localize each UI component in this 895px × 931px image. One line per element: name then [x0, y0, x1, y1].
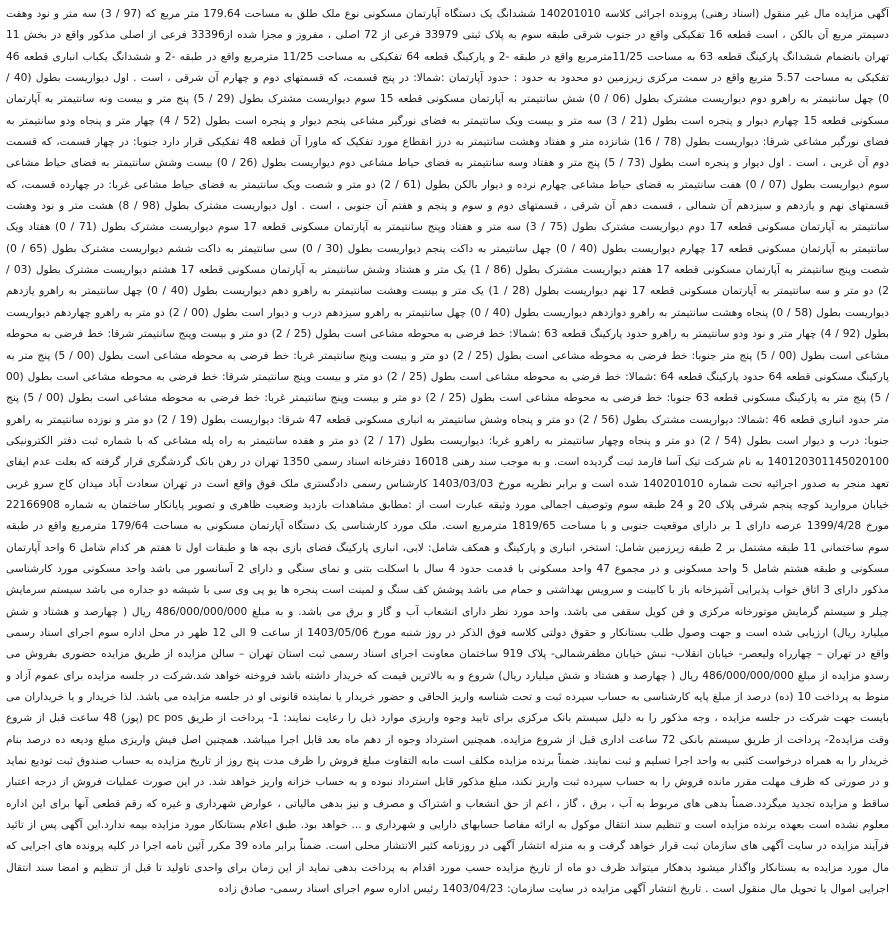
notice-body-text: آگهی مزایده مال غیر منقول (اسناد رهنی) پرونده اجرائی کلاسه 140201010 ششدانگ یک دستگاه آپارتمان مسکونی نوع ملک طلق به مساحت 179.64 متر مربع که (97 / 3) سه متر و نود وهفت دسیمتر مربع آن بالکن ، است قطعه 16 تفکیکی واقع در جنوب شرقی طبقه سوم به پلاک ثبتی 33979 فرعی از 72 اصلی ، مفروز و مجزا شده از33396 فرعی از اصلی مذکور واقع در بخش 11 تهران بانضمام ششدانگ پارکینگ قطعه 63 به مساحت 11/25مترمربع واقع در طبقه -2 و پارکینگ قطعه 64 تفکیکی به مساحت 11/25 مترمربع واقع در طبقه -2 و ششدانگ یکباب انباری قطعه 46 تفکیکی به مساحت 5.57 متربع واقع در سمت مرکزی زیرزمین دو محدود به حدود : حدود آپارتمان :شمالا: در پنج قسمت، که قسمتهای دوم و چهارم آن شرقی ، است . اول دیواریست بطول (40 / 0) چهل سانتیمتر به راهرو دوم دیواریست مشترک بطول (06 / 0) شش سانتیمتر به آپارتمان مسکونی قطعه 15 سوم دیواریست مشترک بطول (29 / 5) پنج متر و بیست ونه سانتیمتر به آپارتمان مسکونی قطعه 15 چهارم دیوار و پنجره است بطول (21 / 3) سه متر و بیست ویک سانتیمتر به فضای نورگیر مشاعی پنجم دیوار و پنجره است بطول (52 / 4) چهار متر و پنجاه ودو سانتیمتر به فضای نورگیر مشاعی شرقا: دیواریست بطول (78 / 16) شانزده متر و هفتاد وهشت سانتیمتر به درز انقطاع مورد تفکیک که ماورا آن قطعه 48 تفکیکی قرار دارد جنوبا: در چهار قسمت، که قسمت دوم آن غربی ، است . اول دیوار و پنجره است بطول (73 / 5) پنج متر و هفتاد وسه سانتیمتر به فضای حیاط مشاعی دوم دیواریست بطول (26 / 0) بیست وشش سانتیمتر به فضای حیاط مشاعی سوم دیواریست بطول (07 / 0) هفت سانتیمتر به فضای حیاط مشاعی چهارم نرده و دیوار بالکن بطول (61 / 2) دو متر و شصت ویک سانتیمتر به فضای حیاط مشاعی غربا: در چهارده قسمت، که قسمتهای نهم و یازدهم و سیزدهم آن شمالی ، قسمت دهم آن شرقی ، قسمتهای دوم و سوم و پنجم و هفتم آن جنوبی ، است . اول دیواریست مشترک بطول (98 / 8) هشت متر و نود وهشت سانتیمتر به آپارتمان مسکونی قطعه 17 دوم دیواریست مشترک بطول (75 / 3) سه متر و هفتاد وپنج سانتیمتر به آپارتمان مسکونی قطعه 17 سوم دیواریست مشترک بطول (71 / 0) هفتاد ویک سانتیمتر به آپارتمان مسکونی قطعه 17 چهارم دیواریست بطول (40 / 0) چهل سانتیمتر به داکت پنجم دیواریست بطول (30 / 0) سی سانتیمتر به داکت ششم دیواریست مشترک بطول (65 / 0) شصت وپنج سانتیمتر به آپارتمان مسکونی قطعه 17 هفتم دیواریست مشترک بطول (86 / 1) یک متر و هشتاد وشش سانتیمتر به آپارتمان مسکونی قطعه 17 هشتم دیواریست مشترک بطول (03 / 2) دو متر و سه سانتیمتر به آپارتمان مسکونی قطعه 17 نهم دیواریست بطول (28 / 1) یک متر و بیست وهشت سانتیمتر به راهرو دهم دیواریست بطول (40 / 0) چهل سانتیمتر به راهرو یازدهم دیواریست بطول (58 / 0) پنجاه وهشت سانتیمتر به راهرو دوازدهم دیواریست بطول (40 / 0) چهل سانتیمتر به راهرو سیزدهم درب و دیوار است بطول (00 / 2) دو متر به راهرو چهاردهم دیواریست بطول (92 / 4) چهار متر و نود ودو سانتیمتر به راهرو حدود پارکینگ قطعه 63 :شمالا: خط فرضی به محوطه مشاعی است بطول (25 / 2) دو متر و بیست وپنج سانتیمتر شرقا: خط فرضی به محوطه مشاعی است بطول (00 / 5) پنج متر جنوبا: خط فرضی به محوطه مشاعی است بطول (25 / 2) دو متر و بیست وپنج سانتیمتر غربا: خط فرضی به محوطه مشاعی است بطول (00 / 5) پنج متر به پارکینگ مسکونی قطعه 64 حدود پارکینگ قطعه 64 :شمالا: خط فرضی به محوطه مشاعی است بطول (25 / 2) دو متر و بیست وپنج سانتیمتر شرقا: خط فرضی به محوطه مشاعی است بطول (00 / 5) پنج متر به پارکینگ مسکونی قطعه 63 جنوبا: خط فرضی به محوطه مشاعی است بطول (25 / 2) دو متر و بیست وپنج سانتیمتر غربا: خط فرضی به محوطه مشاعی است بطول (00 / 5) پنج متر حدود انباری قطعه 46 :شمالا: دیواریست مشترک بطول (56 / 2) دو متر و پنجاه وشش سانتیمتر به انباری مسکونی قطعه 47 شرقا: دیواریست بطول (19 / 2) دو متر و نوزده سانتیمتر به راهرو جنوبا: درب و دیوار است بطول (54 / 2) دو متر و پنجاه وچهار سانتیمتر به راهرو غربا: دیواریست بطول (17 / 2) دو متر و هفده سانتیمتر به راه پله مشاعی که با شماره ثبت دفتر الکترونیکی 140120301145020100 به نام شرکت تیک آسا فارمد ثبت گردیده است. و به موجب سند رهنی 16018 دفترخانه اسناد رسمی 1350 تهران در رهن بانک گردشگری قرار گرفته که بعلت عدم ایفای تعهد منجر به صدور اجرائیه تحت شماره 140201010 شده است و برابر نظریه مورخ 1403/03/03 کارشناس رسمی دادگستری ملک فوق واقع است در تهران سعادت آباد میدان کاج سرو غربی خیابان مروارید کوچه پنجم شرقی پلاک 20 و 24 طبقه سوم وتوصیف اجمالی مورد وثیقه عبارت است از :مطابق مشاهدات بازدید وضعیت ظاهری و تصویر پایانکار ساختمان به شماره 22166908 مورخ 1399/4/28 عرصه دارای 1 بر دارای موقعیت جنوبی و با مساحت 1819/65 مترمربع است. ملک مورد کارشناسی یک دستگاه آپارتمان مسکونی به مساحت 179/64 مترمربع واقع در طبقه سوم ساختمانی 11 طبقه مشتمل بر 2 طبقه زیرزمین شامل: استخر، انباری و پارکینگ و همکف شامل: لابی، انباری پارکینگ فضای بازی بچه ها و طبقات اول تا هفتم هر کدام شامل 6 واحد آپارتمان مسکونی و طبقه هشتم شامل 5 واحد مسکونی و در مجموع 47 واحد مسکونی با قدمت حدود 4 سال با اسکلت بتنی و نمای سنگی و دارای 2 آسانسور می باشد واحد مسکونی مورد کارشناسی مذکور دارای 3 اتاق خواب پذیرایی آشپزخانه باز با کابینت و سرویس بهداشتی و حمام می باشد پوشش کف سنگ و لمینت است پنجره ها یو پی وی سی با شیشه دو جداره می باشد سیستم سرمایش چیلر و سیستم گرمایش موتورخانه مرکزی و فن کویل سقفی می باشد. واحد مورد نظر دارای انشعاب آب و گاز و برق می باشد. و به مبلغ 486/000/000/000 ریال ( چهارصد و هشتاد و شش میلیارد ریال) ارزیابی شده است و جهت وصول طلب بستانکار و حقوق دولتی کلاسه فوق الذکر در روز شنبه مورخ 1403/05/06 از ساعت 9 الی 12 ظهر در محل اداره سوم اجرای اسناد رسمی واقع در تهران – چهارراه ولیعصر- خیابان انقلاب- نبش خیابان مظفرشمالی- پلاک 919 ساختمان معاونت اجرای اسناد رسمی ثبت استان تهران – سالن مزایده از طریق مزایده حضوری بفروش می رسدو مزایده از مبلغ 486/000/000/000 ریال ( چهارصد و هشتاد و شش میلیارد ریال) شروع و به بالاترین قیمت که خریدار داشته باشد فروخته خواهد شد.شرکت در جلسه مزایده برای عموم آزاد و منوط به پرداخت 10 (ده) درصد از مبلغ پایه کارشناسی به حساب سپرده ثبت و تحت شناسه واریز الحاقی و حضور خریدار یا نماینده قانونی او در جلسه مزایده می باشد. لذا خریدار و یا خریداران می بایست جهت شرکت در جلسه مزایده ، وجه مذکور را به دلیل سیستم بانک مرکزی برای تایید وجوه واریزی موارد ذیل را رعایت نمایند: 1- پرداخت از طریق pc pos (پوز) 48 ساعت قبل از شروع وقت مزایده2- پرداخت از طریق سیستم بانکی 72 ساعت اداری قبل از شروع مزایده. همچنین استرداد وجوه از دهم ماه بعد قابل اجرا میباشد. همچنین اصل فیش واریزی مبلغ ودیعه ده درصد بنام خریدار را به همراه درخواست کتبی به واحد اجرا تسلیم و ثبت نمایند. ضمناً برنده مزایده مکلف است مابه التفاوت مبلغ فروش را ظرف مدت پنج روز از تاریخ مزایده به حساب صندوق ثبت تودیع نماید و در صورتی که ظرف مهلت مقرر مانده فروش را به حساب سپرده ثبت واریز نکند، مبلغ مذکور قابل استرداد نبوده و به حساب خزانه واریز خواهد شد. در این صورت عملیات فروش از درجه اعتبار ساقط و مزایده تجدید میگردد.ضمناً بدهی های مربوط به آب ، برق ، گاز ، اعم از حق انشعاب و اشتراک و مصرف و نیز بدهی مالیاتی ، عوارض شهرداری و غیره که رقم قطعی آنها برای این اداره معلوم نشده است بعهده برنده مزایده است و تنظیم سند انتقال موکول به ارائه مفاصا حسابهای دارایی و شهرداری و ... خواهد بود. طبق اعلام بستانکار مورد مزایده بیمه ندارد.این آگهی پس از تائید فرآیند مزایده در سایت آگهی های سازمان ثبت قرار خواهد گرفت و به منزله انتشار آگهی در روزنامه کثیر الانتشار محلی است. ضمناً برابر ماده 39 مکرر آئین نامه اجرا در کلیه پرونده های اجرایی که مال مورد مزایده به بستانکار واگذار میشود بدهکار میتواند ظرف دو ماه از تاریخ مزایده حسب مورد اقدام به پرداخت بدهی نماید از این زمان برای واحدی تاولید تا قبل از تنظیم و امضا سند انتقال اجرایی اموال یا تحویل مال منقول است . تاریخ انتشار آگهی مزایده در سایت سازمان: 1403/04/23 رئیس اداره سوم اجرای اسناد رسمی- صادق زاده — [6, 8, 889, 896]
auction-notice — [6, 4, 889, 927]
